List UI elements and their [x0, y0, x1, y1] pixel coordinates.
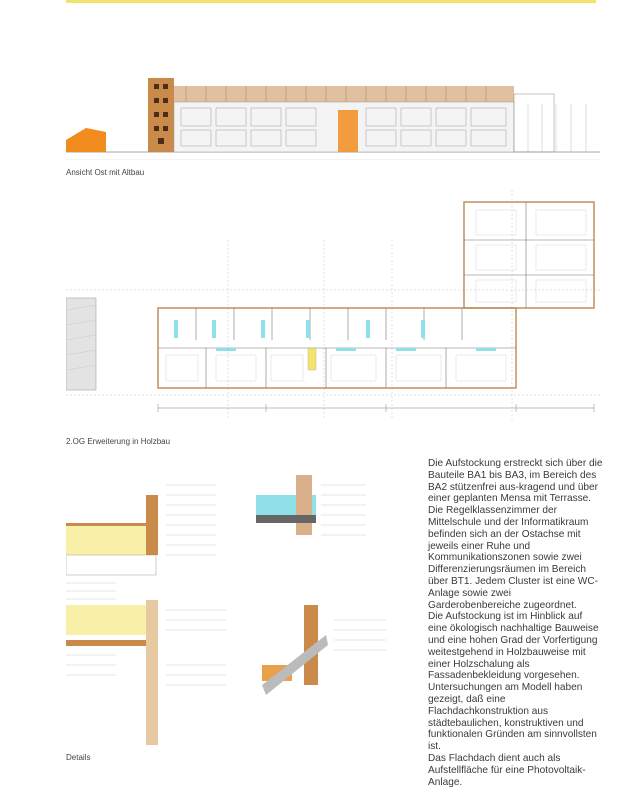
east-elevation-drawing	[66, 70, 600, 160]
details-caption: Details	[66, 753, 91, 762]
construction-details-drawing	[66, 455, 418, 755]
top-accent-bar	[66, 0, 596, 3]
floor-plan-drawing	[66, 180, 600, 432]
plan-caption: 2.OG Erweiterung in Holzbau	[66, 437, 171, 446]
description-paragraph: Die Regelklassenzimmer der Mittelschule und der Informatikraum befinden sich an der Ostachse mit jeweils einer Ruhe und Kommunikationszonen sowie zwei Differenzierungsräumen im Bereich über BT1. Jedem Cluster ist eine WC-Anlage sowie zwei Garderobenbereiche zugeordnet.	[428, 505, 598, 611]
description-paragraph: Das Flachdach dient auch als Aufstellfläche für eine Photovoltaik-Anlage.	[428, 752, 586, 788]
description-text	[428, 458, 603, 788]
description-paragraph: Die Aufstockung erstreckt sich über die Bauteile BA1 bis BA3, im Bereich des BA2 stützenfrei aus-kragend und über einer geplanten Mensa mit Terrasse.	[428, 458, 603, 505]
description-paragraph: Die Aufstockung ist im Hinblick auf eine ökologisch nachhaltige Bauweise und eine hohen Grad der Vorfertigung weitestgehend in Holzbauweise mit einer Holzschalung als Fassadenbekleidung vorgesehen. Untersuchungen am Modell haben gezeigt, daß eine Flachdachkonstruktion aus städtebaulichen, konstruktiven und funktionalen Gründen am sinnvollsten ist.	[428, 611, 599, 753]
elevation-caption: Ansicht Ost mit Altbau	[66, 168, 145, 177]
